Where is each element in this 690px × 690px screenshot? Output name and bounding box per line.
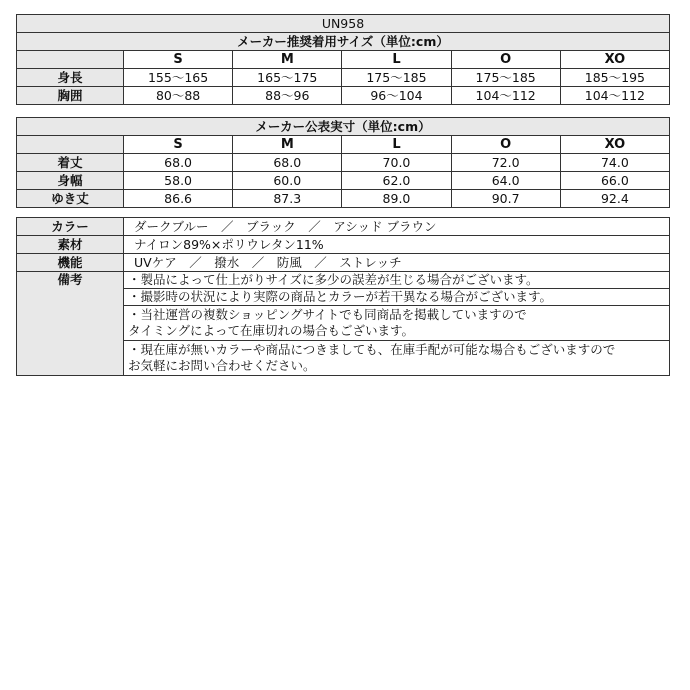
table-cell: 87.3 — [233, 190, 342, 208]
header-spacer — [17, 51, 124, 69]
material-value: ナイロン89%×ポリウレタン11% — [124, 236, 670, 254]
recommended-size-table — [16, 14, 670, 105]
table-cell: 155～165 — [124, 69, 233, 87]
note-item: ・当社運営の複数ショッピングサイトでも同商品を掲載していますので タイミングによって在庫切れの場合もございます。 — [124, 306, 670, 341]
table-cell: 104～112 — [560, 87, 669, 105]
size-header: XO — [560, 51, 669, 69]
table-cell: 68.0 — [124, 154, 233, 172]
table-cell: 70.0 — [342, 154, 451, 172]
material-label: 素材 — [17, 236, 124, 254]
table-cell: 72.0 — [451, 154, 560, 172]
row-label: 身幅 — [17, 172, 124, 190]
function-label: 機能 — [17, 254, 124, 272]
table-row — [17, 236, 670, 254]
table-cell: 90.7 — [451, 190, 560, 208]
size-header: M — [233, 51, 342, 69]
table-cell: 60.0 — [233, 172, 342, 190]
table-row — [17, 87, 670, 105]
note-item: ・現在庫が無いカラーや商品につきましても、在庫手配が可能な場合もございますので お気軽にお問い合わせください。 — [124, 341, 670, 376]
color-value: ダークブルー ／ ブラック ／ アシッド ブラウン — [124, 218, 670, 236]
recommended-title: メーカー推奨着用サイズ（単位:cm） — [17, 33, 670, 51]
table-cell: 66.0 — [560, 172, 669, 190]
color-label: カラー — [17, 218, 124, 236]
table-cell: 92.4 — [560, 190, 669, 208]
table-cell: 64.0 — [451, 172, 560, 190]
function-value: UVケア ／ 撥水 ／ 防風 ／ ストレッチ — [124, 254, 670, 272]
table-cell: 86.6 — [124, 190, 233, 208]
notes-label: 備考 — [17, 272, 124, 376]
note-item: ・撮影時の状況により実際の商品とカラーが若干異なる場合がございます。 — [124, 289, 670, 306]
row-label: ゆき丈 — [17, 190, 124, 208]
table-cell: 74.0 — [560, 154, 669, 172]
table-cell: 96～104 — [342, 87, 451, 105]
size-header: O — [451, 51, 560, 69]
table-cell: 80～88 — [124, 87, 233, 105]
size-header: S — [124, 136, 233, 154]
product-details-table — [16, 217, 670, 376]
row-label: 身長 — [17, 69, 124, 87]
table-cell: 68.0 — [233, 154, 342, 172]
table-row — [17, 154, 670, 172]
size-header: L — [342, 136, 451, 154]
size-header: XO — [560, 136, 669, 154]
row-label: 着丈 — [17, 154, 124, 172]
table-cell: 89.0 — [342, 190, 451, 208]
table-cell: 165～175 — [233, 69, 342, 87]
table-cell: 58.0 — [124, 172, 233, 190]
product-code: UN958 — [17, 15, 670, 33]
actual-title: メーカー公表実寸（単位:cm） — [17, 118, 670, 136]
table-cell: 104～112 — [451, 87, 560, 105]
size-header: O — [451, 136, 560, 154]
size-header: S — [124, 51, 233, 69]
row-label: 胸囲 — [17, 87, 124, 105]
table-row — [17, 172, 670, 190]
header-spacer — [17, 136, 124, 154]
table-row — [17, 218, 670, 236]
table-cell: 175～185 — [342, 69, 451, 87]
table-row — [17, 190, 670, 208]
note-item: ・製品によって仕上がりサイズに多少の誤差が生じる場合がございます。 — [124, 272, 670, 289]
table-row — [17, 272, 670, 289]
table-cell: 62.0 — [342, 172, 451, 190]
size-header: L — [342, 51, 451, 69]
table-cell: 175～185 — [451, 69, 560, 87]
table-cell: 185～195 — [560, 69, 669, 87]
table-cell: 88～96 — [233, 87, 342, 105]
table-row — [17, 69, 670, 87]
actual-size-table — [16, 117, 670, 208]
size-header: M — [233, 136, 342, 154]
table-row — [17, 254, 670, 272]
